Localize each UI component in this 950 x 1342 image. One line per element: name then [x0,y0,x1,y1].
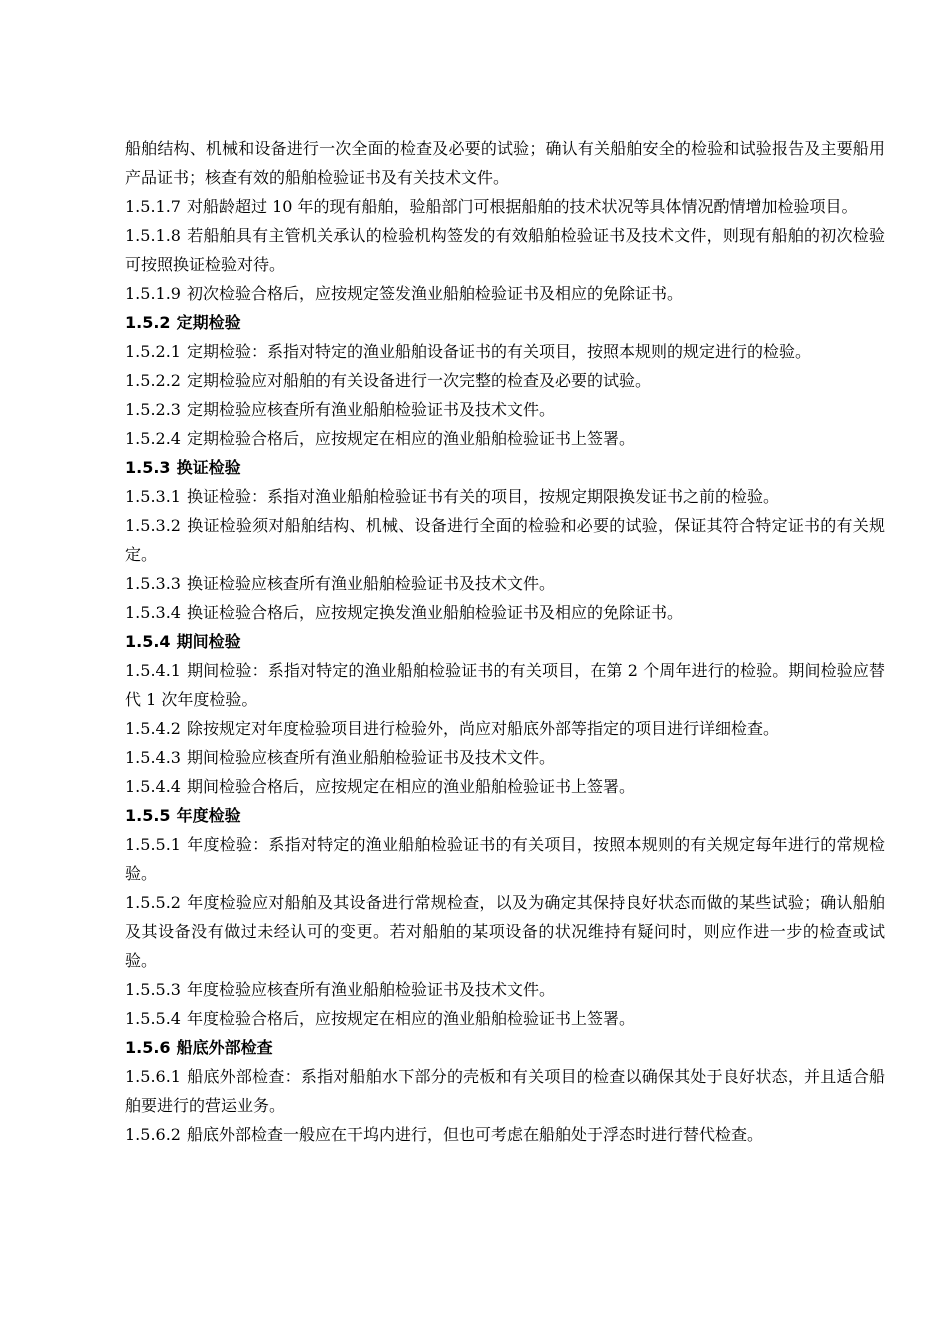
clause-text: 若船舶具有主管机关承认的检验机构签发的有效船舶检验证书及技术文件，则现有船舶的初次检验可按照换证检验对待。 [125,226,885,274]
paragraph [125,366,885,395]
paragraph [125,337,885,366]
paragraph [125,598,885,627]
clause-number: 1.5.3 [125,458,171,477]
paragraph [125,192,885,221]
paragraph [125,569,885,598]
paragraph [125,1120,885,1149]
clause-number: 1.5.5.1 [125,835,181,854]
clause-text: 船底外部检查一般应在干坞内进行，但也可考虑在船舶处于浮态时进行替代检查。 [186,1125,763,1144]
clause-number: 1.5.3.3 [125,574,181,593]
clause-number: 1.5.2.3 [125,400,181,419]
paragraph [125,279,885,308]
clause-text: 换证检验 [176,458,241,477]
clause-number: 1.5.2.2 [125,371,181,390]
paragraph [125,975,885,1004]
clause-text: 期间检验 [176,632,241,651]
clause-text: 换证检验应核查所有渔业船舶检验证书及技术文件。 [186,574,555,593]
clause-text: 船舶结构、机械和设备进行一次全面的检查及必要的试验；确认有关船舶安全的检验和试验报告及主要船用产品证书；核查有效的船舶检验证书及有关技术文件。 [125,139,885,187]
clause-text: 初次检验合格后，应按规定签发渔业船舶检验证书及相应的免除证书。 [186,284,683,303]
clause-text: 年度检验 [176,806,241,825]
section-heading [125,801,885,830]
section-heading [125,627,885,656]
clause-text: 定期检验 [176,313,241,332]
clause-number: 1.5.5.3 [125,980,181,999]
paragraph [125,830,885,888]
clause-number: 1.5.5 [125,806,171,825]
clause-text: 期间检验合格后，应按规定在相应的渔业船舶检验证书上签署。 [186,777,635,796]
clause-number: 1.5.4.4 [125,777,181,796]
paragraph [125,772,885,801]
clause-text: 年度检验应对船舶及其设备进行常规检查，以及为确定其保持良好状态而做的某些试验；确认船舶及其设备没有做过未经认可的变更。若对船舶的某项设备的状况维持有疑问时，则应作进一步的检查或试验。 [125,893,885,970]
paragraph [125,221,885,279]
clause-number: 1.5.2.4 [125,429,181,448]
clause-text: 对船龄超过 10 年的现有船舶，验船部门可根据船舶的技术状况等具体情况酌情增加检验项目。 [186,197,858,216]
clause-text: 定期检验合格后，应按规定在相应的渔业船舶检验证书上签署。 [186,429,635,448]
clause-text: 年度检验合格后，应按规定在相应的渔业船舶检验证书上签署。 [186,1009,635,1028]
paragraph [125,714,885,743]
clause-number: 1.5.1.7 [125,197,181,216]
section-heading [125,1033,885,1062]
clause-text: 船底外部检查：系指对船舶水下部分的壳板和有关项目的检查以确保其处于良好状态，并且适合船舶要进行的营运业务。 [125,1067,885,1115]
clause-text: 年度检验：系指对特定的渔业船舶检验证书的有关项目，按照本规则的有关规定每年进行的常规检验。 [125,835,885,883]
section-heading [125,308,885,337]
paragraph [125,424,885,453]
clause-text: 定期检验：系指对特定的渔业船舶设备证书的有关项目，按照本规则的规定进行的检验。 [186,342,811,361]
clause-text: 定期检验应对船舶的有关设备进行一次完整的检查及必要的试验。 [186,371,651,390]
clause-text: 换证检验合格后，应按规定换发渔业船舶检验证书及相应的免除证书。 [186,603,683,622]
paragraph [125,1062,885,1120]
clause-number: 1.5.3.4 [125,603,181,622]
clause-number: 1.5.6 [125,1038,171,1057]
document-body [125,134,885,1149]
clause-number: 1.5.3.1 [125,487,181,506]
clause-text: 除按规定对年度检验项目进行检验外，尚应对船底外部等指定的项目进行详细检查。 [186,719,779,738]
paragraph [125,511,885,569]
paragraph [125,888,885,975]
paragraph [125,482,885,511]
clause-text: 期间检验应核查所有渔业船舶检验证书及技术文件。 [186,748,555,767]
clause-number: 1.5.6.1 [125,1067,181,1086]
clause-number: 1.5.1.8 [125,226,181,245]
clause-text: 年度检验应核查所有渔业船舶检验证书及技术文件。 [186,980,555,999]
clause-text: 换证检验：系指对渔业船舶检验证书有关的项目，按规定期限换发证书之前的检验。 [186,487,779,506]
clause-number: 1.5.1.9 [125,284,181,303]
clause-text: 定期检验应核查所有渔业船舶检验证书及技术文件。 [186,400,555,419]
section-heading [125,453,885,482]
clause-number: 1.5.2.1 [125,342,181,361]
clause-number: 1.5.4.1 [125,661,181,680]
paragraph [125,134,885,192]
paragraph [125,743,885,772]
clause-number: 1.5.6.2 [125,1125,181,1144]
clause-number: 1.5.4.3 [125,748,181,767]
clause-number: 1.5.2 [125,313,171,332]
paragraph [125,656,885,714]
clause-number: 1.5.5.2 [125,893,181,912]
clause-number: 1.5.4 [125,632,171,651]
clause-number: 1.5.5.4 [125,1009,181,1028]
clause-text: 换证检验须对船舶结构、机械、设备进行全面的检验和必要的试验，保证其符合特定证书的有关规定。 [125,516,885,564]
paragraph [125,1004,885,1033]
clause-number: 1.5.4.2 [125,719,181,738]
clause-text: 期间检验：系指对特定的渔业船舶检验证书的有关项目，在第 2 个周年进行的检验。期间检验应替代 1 次年度检验。 [125,661,885,709]
paragraph [125,395,885,424]
clause-number: 1.5.3.2 [125,516,181,535]
clause-text: 船底外部检查 [176,1038,273,1057]
